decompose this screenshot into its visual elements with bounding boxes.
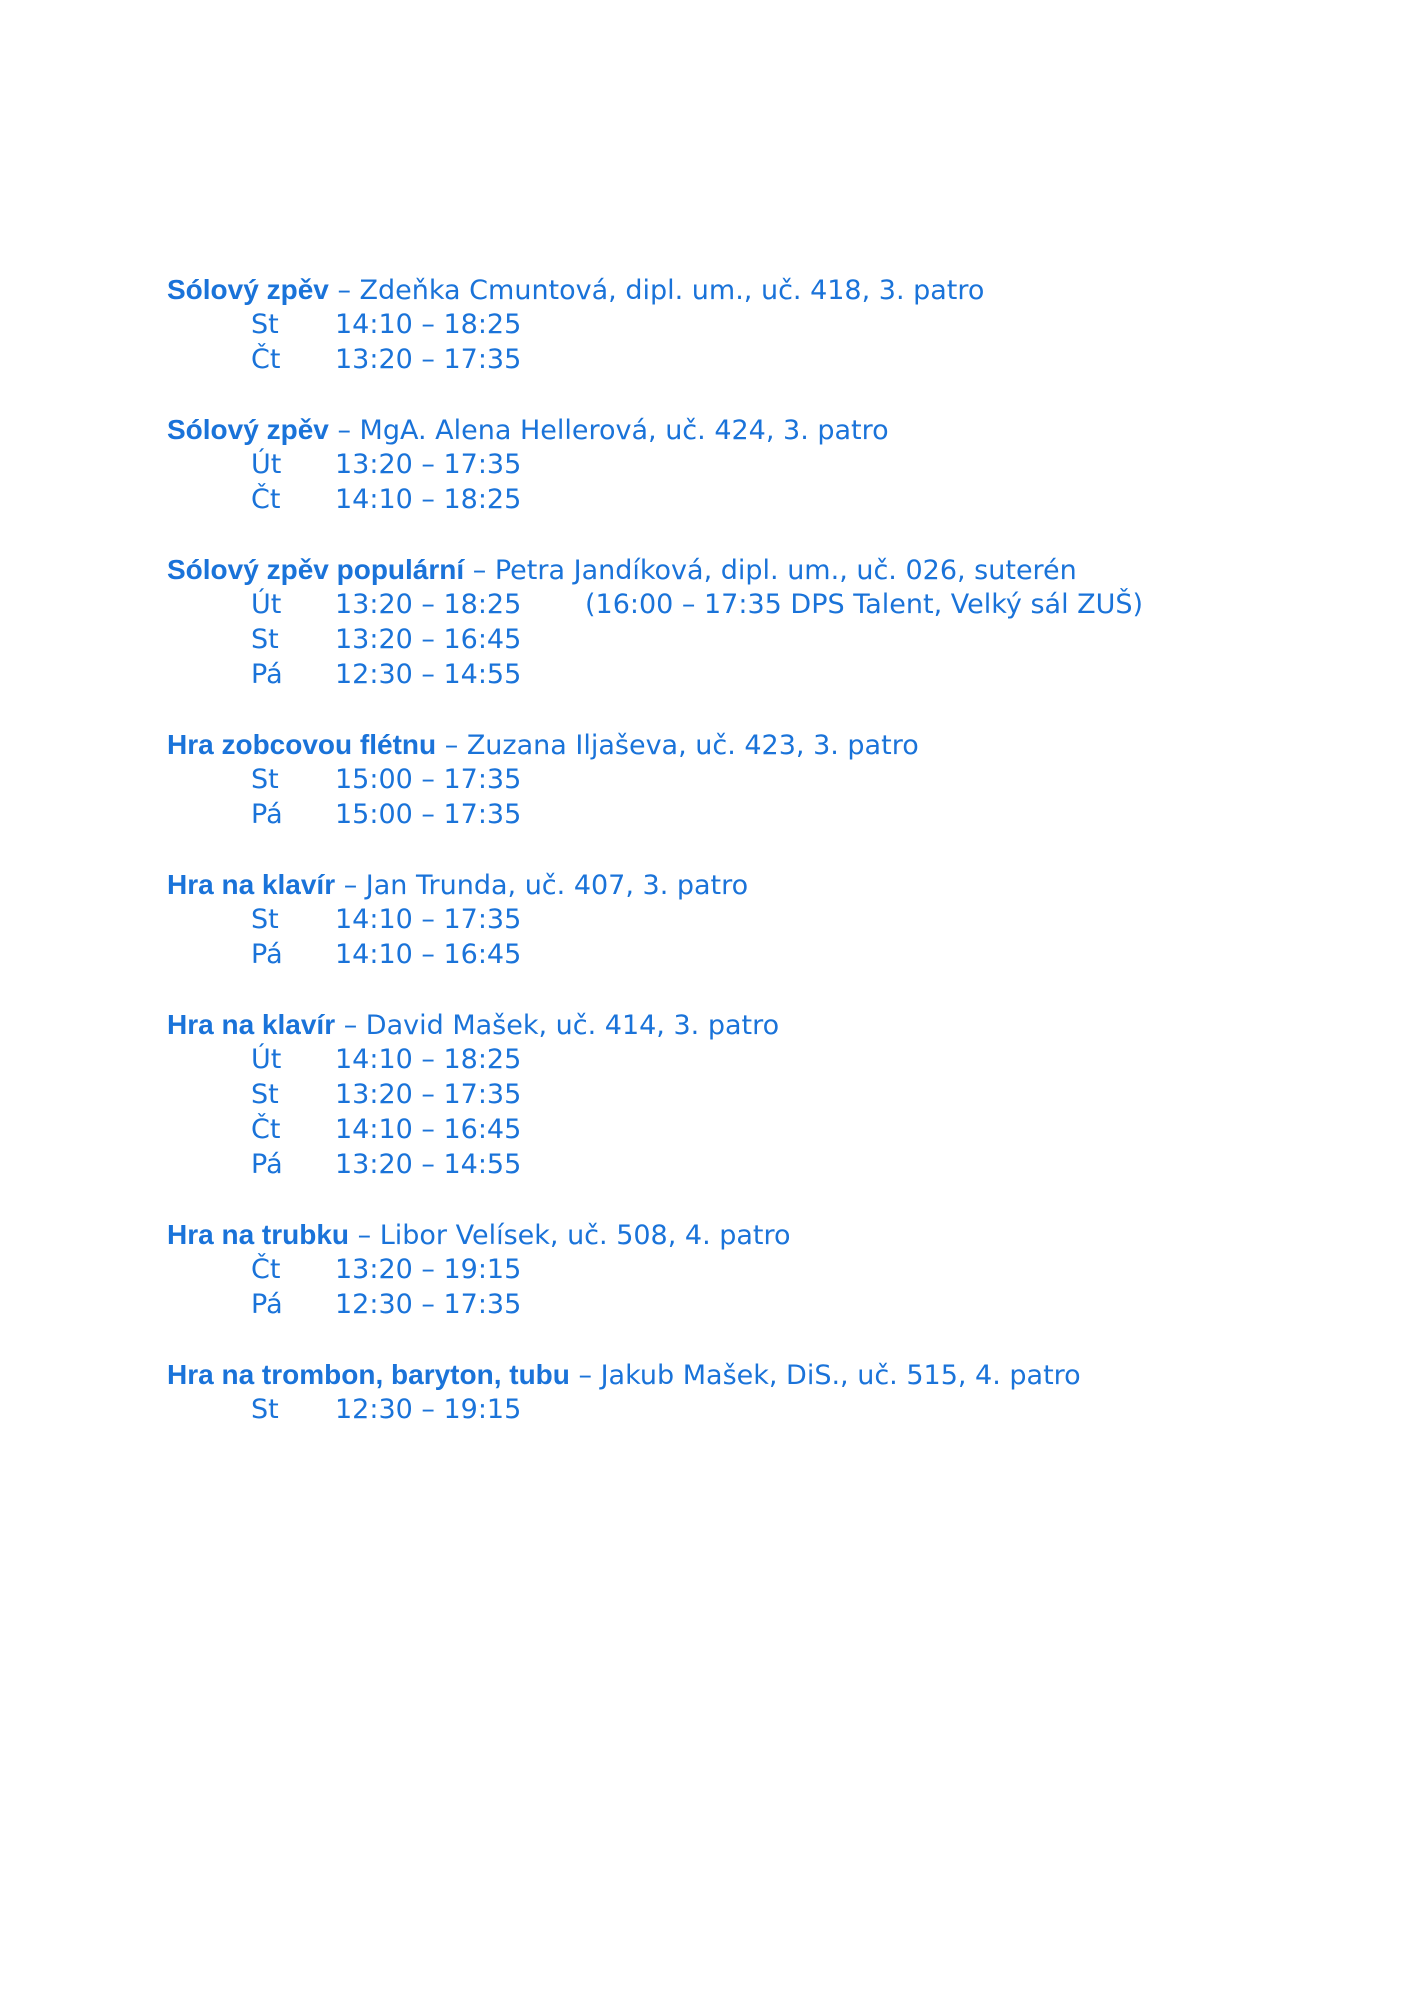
teacher-info: Jan Trunda, uč. 407, 3. patro — [365, 870, 749, 901]
subject-name: Hra na trombon, baryton, tubu — [167, 1359, 570, 1390]
teacher-info: Zdeňka Cmuntová, dipl. um., uč. 418, 3. patro — [359, 275, 985, 306]
teacher-info: Zuzana Iljaševa, uč. 423, 3. patro — [466, 730, 919, 761]
schedule-time: 14:10 – 18:25 — [335, 484, 522, 515]
schedule-row — [167, 1042, 1347, 1077]
schedule-time: 14:10 – 16:45 — [335, 1114, 522, 1145]
schedule-time: 13:20 – 19:15 — [335, 1254, 522, 1285]
schedule-day: Čt — [251, 344, 281, 375]
teacher-info: Libor Velísek, uč. 508, 4. patro — [379, 1220, 791, 1251]
teacher-info: David Mašek, uč. 414, 3. patro — [365, 1010, 780, 1041]
schedule-row — [167, 657, 1347, 692]
separator: – — [444, 730, 459, 761]
schedule-time: 14:10 – 18:25 — [335, 1044, 522, 1075]
subject-name: Sólový zpěv — [167, 414, 329, 445]
section-heading — [167, 1217, 1347, 1252]
teacher-section — [167, 1007, 1347, 1182]
schedule-row — [167, 342, 1347, 377]
schedule-day: Čt — [251, 484, 281, 515]
section-heading — [167, 412, 1347, 447]
schedule-note: (16:00 – 17:35 DPS Talent, Velký sál ZUŠ) — [585, 589, 1144, 620]
section-heading — [167, 272, 1347, 307]
schedule-day: St — [251, 1079, 279, 1110]
section-heading — [167, 727, 1347, 762]
schedule-row — [167, 797, 1347, 832]
schedule-row — [167, 307, 1347, 342]
schedule-day: St — [251, 1394, 279, 1425]
teacher-section — [167, 727, 1347, 832]
teacher-info: Petra Jandíková, dipl. um., uč. 026, suterén — [494, 555, 1077, 586]
teacher-section — [167, 412, 1347, 517]
schedule-day: Út — [251, 449, 282, 480]
section-heading — [167, 1357, 1347, 1392]
teacher-section — [167, 272, 1347, 377]
teacher-section — [167, 867, 1347, 972]
separator: – — [337, 415, 351, 446]
schedule-row — [167, 937, 1347, 972]
schedule-time: 14:10 – 17:35 — [335, 904, 522, 935]
schedule-row — [167, 1147, 1347, 1182]
schedule-day: Pá — [251, 799, 283, 830]
teacher-sections — [167, 272, 1347, 1427]
schedule-time: 12:30 – 19:15 — [335, 1394, 522, 1425]
schedule-day: Út — [251, 589, 282, 620]
section-heading — [167, 867, 1347, 902]
separator: – — [343, 870, 358, 901]
schedule-row — [167, 1077, 1347, 1112]
schedule-time: 12:30 – 17:35 — [335, 1289, 522, 1320]
subject-name: Hra na klavír — [167, 869, 336, 900]
schedule-time: 13:20 – 17:35 — [335, 1079, 522, 1110]
schedule-time: 14:10 – 18:25 — [335, 309, 522, 340]
schedule-document — [167, 272, 1347, 1462]
separator: – — [337, 275, 351, 306]
schedule-day: Čt — [251, 1114, 281, 1145]
teacher-section — [167, 1217, 1347, 1322]
subject-name: Hra na trubku — [167, 1219, 350, 1250]
separator: – — [472, 555, 487, 586]
schedule-day: St — [251, 624, 279, 655]
subject-name: Sólový zpěv — [167, 274, 329, 305]
schedule-time: 14:10 – 16:45 — [335, 939, 522, 970]
teacher-section — [167, 1357, 1347, 1427]
schedule-day: Pá — [251, 1289, 283, 1320]
schedule-time: 13:20 – 17:35 — [335, 449, 522, 480]
schedule-row — [167, 1252, 1347, 1287]
teacher-info: Jakub Mašek, DiS., uč. 515, 4. patro — [600, 1360, 1081, 1391]
schedule-time: 13:20 – 17:35 — [335, 344, 522, 375]
schedule-time: 15:00 – 17:35 — [335, 799, 522, 830]
subject-name: Hra na klavír — [167, 1009, 336, 1040]
teacher-info: MgA. Alena Hellerová, uč. 424, 3. patro — [359, 415, 889, 446]
schedule-day: Út — [251, 1044, 282, 1075]
schedule-day: Pá — [251, 939, 283, 970]
schedule-time: 13:20 – 18:25 — [335, 589, 522, 620]
subject-name: Hra zobcovou flétnu — [167, 729, 437, 760]
schedule-day: St — [251, 904, 279, 935]
schedule-row — [167, 1392, 1347, 1427]
teacher-section — [167, 552, 1347, 692]
separator: – — [357, 1220, 372, 1251]
schedule-row — [167, 902, 1347, 937]
separator: – — [343, 1010, 358, 1041]
schedule-day: Pá — [251, 1149, 283, 1180]
schedule-time: 12:30 – 14:55 — [335, 659, 522, 690]
section-heading — [167, 1007, 1347, 1042]
schedule-row — [167, 1287, 1347, 1322]
schedule-row — [167, 1112, 1347, 1147]
schedule-day: St — [251, 764, 279, 795]
schedule-row — [167, 762, 1347, 797]
schedule-time: 15:00 – 17:35 — [335, 764, 522, 795]
subject-name: Sólový zpěv populární — [167, 554, 465, 585]
schedule-row — [167, 622, 1347, 657]
separator: – — [578, 1360, 592, 1391]
schedule-row — [167, 482, 1347, 517]
schedule-row — [167, 447, 1347, 482]
schedule-day: Pá — [251, 659, 283, 690]
schedule-time: 13:20 – 16:45 — [335, 624, 522, 655]
schedule-day: St — [251, 309, 279, 340]
section-heading — [167, 552, 1347, 587]
schedule-day: Čt — [251, 1254, 281, 1285]
schedule-time: 13:20 – 14:55 — [335, 1149, 522, 1180]
schedule-row — [167, 587, 1347, 622]
